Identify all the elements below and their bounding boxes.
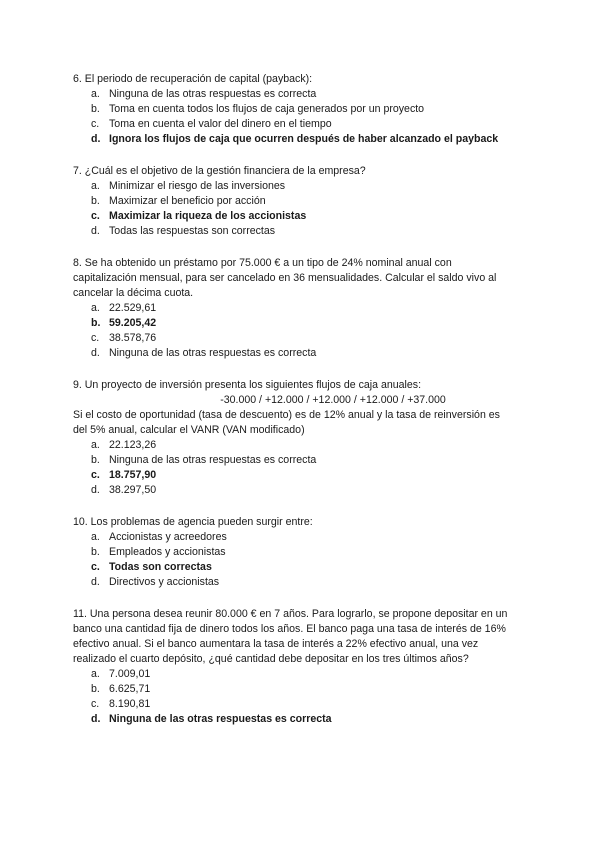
option-c-correct: c. 18.757,90 [91, 469, 157, 481]
option-list [73, 301, 533, 361]
option-b: b. Toma en cuenta todos los flujos de caja generados por un proyecto [91, 103, 425, 115]
option-b: b. Maximizar el beneficio por acción [91, 195, 266, 207]
option-a: a. Accionistas y acreedores [91, 531, 227, 543]
option-list [73, 667, 533, 727]
question-11 [73, 607, 533, 727]
option-c-correct: c. Maximizar la riqueza de los accionistas [91, 210, 307, 222]
option-d-correct: d. Ignora los flujos de caja que ocurren después de haber alcanzado el payback [91, 133, 499, 145]
option-c: c. 38.578,76 [91, 332, 157, 344]
question-9 [73, 378, 533, 498]
option-d-correct: d. Ninguna de las otras respuestas es correcta [91, 713, 332, 725]
question-text-line: del 5% anual, calcular el VANR (VAN modificado) [73, 424, 305, 436]
question-text-line: 8. Se ha obtenido un préstamo por 75.000 € a un tipo de 24% nominal anual con [73, 257, 452, 269]
option-a: a. 22.529,61 [91, 302, 157, 314]
question-text: 6. El periodo de recuperación de capital (payback): [73, 73, 313, 85]
question-text-line: efectivo anual. Si el banco aumentara la tasa de interés a 22% efectivo anual, una vez [73, 638, 479, 650]
option-c: c. 8.190,81 [91, 698, 151, 710]
question-text: 10. Los problemas de agencia pueden surgir entre: [73, 516, 313, 528]
option-b-correct: b. 59.205,42 [91, 317, 157, 329]
option-c-correct: c. Todas son correctas [91, 561, 212, 573]
option-d: d. Ninguna de las otras respuestas es correcta [91, 347, 317, 359]
option-a: a. Minimizar el riesgo de las inversiones [91, 180, 286, 192]
option-d: d. Directivos y accionistas [91, 576, 220, 588]
question-text: 7. ¿Cuál es el objetivo de la gestión financiera de la empresa? [73, 165, 366, 177]
option-b: b. 6.625,71 [91, 683, 151, 695]
question-text-line: cancelar la décima cuota. [73, 287, 194, 299]
question-6 [73, 72, 533, 147]
option-list [73, 87, 533, 147]
option-c: c. Toma en cuenta el valor del dinero en el tiempo [91, 118, 332, 130]
option-d: d. Todas las respuestas son correctas [91, 225, 276, 237]
option-d: d. 38.297,50 [91, 484, 157, 496]
option-list [73, 530, 533, 590]
cash-flows: -30.000 / +12.000 / +12.000 / +12.000 / +37.000 [220, 394, 446, 406]
option-a: a. 7.009,01 [91, 668, 151, 680]
question-7 [73, 164, 533, 239]
option-list [73, 438, 533, 498]
option-a: a. Ninguna de las otras respuestas es correcta [91, 88, 317, 100]
question-text: 9. Un proyecto de inversión presenta los siguientes flujos de caja anuales: [73, 379, 422, 391]
question-text-line: Si el costo de oportunidad (tasa de descuento) es de 12% anual y la tasa de reinversión es [73, 409, 500, 421]
question-text-line: banco una cantidad fija de dinero todos los años. El banco paga una tasa de interés de 16% [73, 623, 506, 635]
question-text-line: realizado el cuarto depósito, ¿qué cantidad debe depositar en los tres últimos años? [73, 653, 469, 665]
option-a: a. 22.123,26 [91, 439, 157, 451]
question-8 [73, 256, 533, 361]
question-text-line: 11. Una persona desea reunir 80.000 € en 7 años. Para lograrlo, se propone depositar en un [73, 608, 508, 620]
question-10 [73, 515, 533, 590]
question-text-line: capitalización mensual, para ser cancelado en 36 mensualidades. Calcular el saldo vivo al [73, 272, 497, 284]
option-b: b. Empleados y accionistas [91, 546, 226, 558]
option-b: b. Ninguna de las otras respuestas es correcta [91, 454, 317, 466]
option-list [73, 179, 533, 239]
